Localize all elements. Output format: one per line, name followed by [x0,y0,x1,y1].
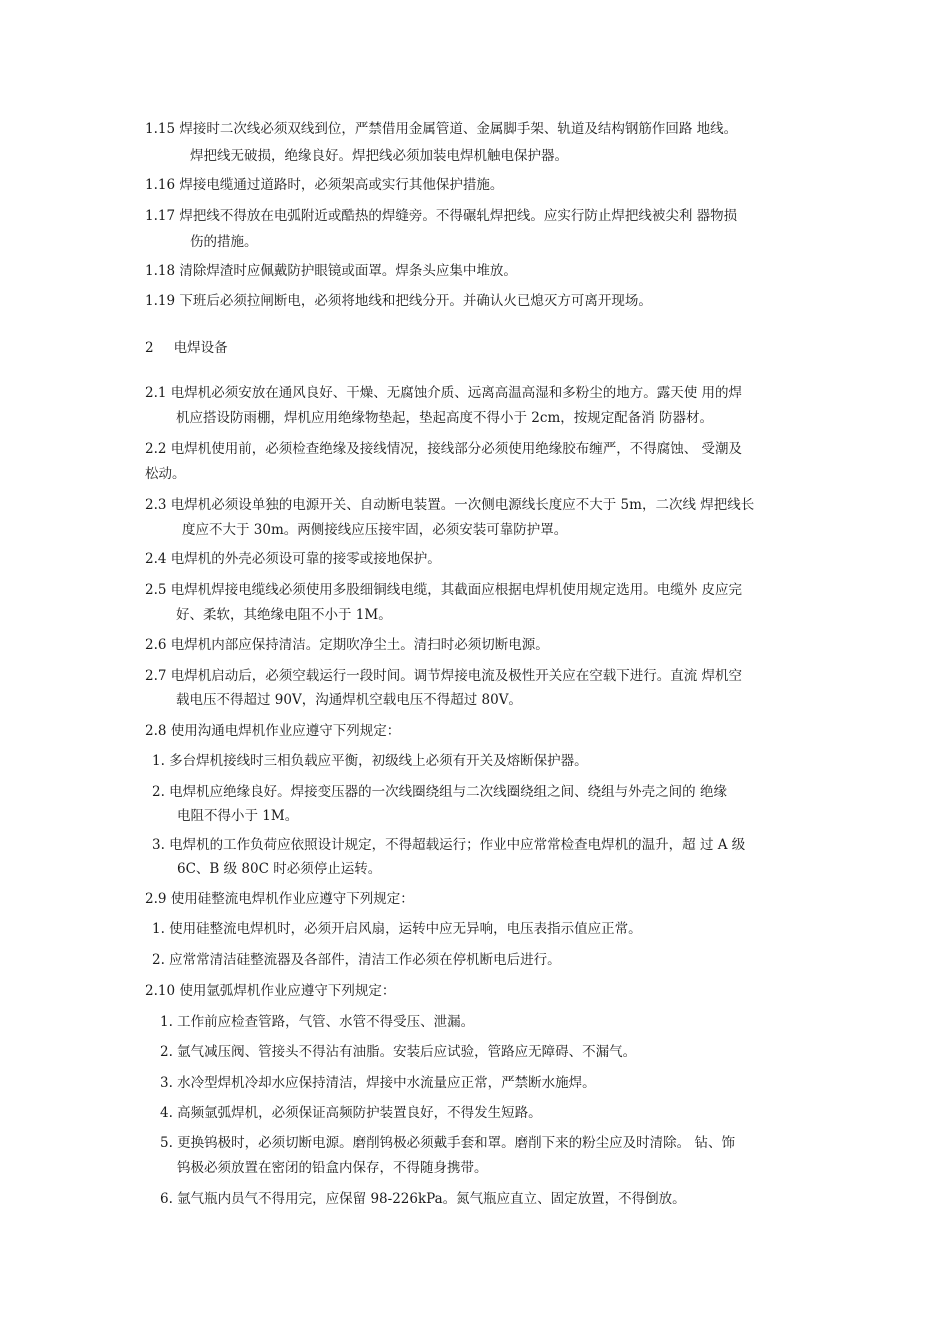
clause-2-2-line2: 松动。 [145,466,186,482]
clause-2-8-item-3-line2: 6C、B 级 80C 时必须停止运转。 [177,861,382,877]
clause-1-15-line1: 1.15 焊接时二次线必须双线到位，严禁借用金属管道、金属脚手架、轨道及结构钢筋作回路 地线。 [145,121,738,137]
clause-1-15-line2: 焊把线无破损，绝缘良好。焊把线必须加装电焊机触电保护器。 [190,148,568,164]
clause-1-16: 1.16 焊接电缆通过道路时，必须架高或实行其他保护措施。 [145,177,504,193]
clause-2-10-item-4: 4. 高频氩弧焊机，必须保证高频防护装置良好，不得发生短路。 [160,1105,542,1121]
clause-2-6: 2.6 电焊机内部应保持清洁。定期吹净尘土。清扫时必须切断电源。 [145,637,549,653]
clause-2-10-item-5-line1: 5. 更换钨极时，必须切断电源。磨削钨极必须戴手套和罩。磨削下来的粉尘应及时清除。 钻、饰 [160,1135,735,1151]
clause-2-8-item-3-line1: 3. 电焊机的工作负荷应依照设计规定，不得超载运行；作业中应常常检查电焊机的温升，超 过 A 级 [152,837,746,853]
clause-2-10: 2.10 使用氩弧焊机作业应遵守下列规定： [145,983,396,999]
clause-2-3-line2: 度应不大于 30m。两侧接线应压接牢固，必须安装可靠防护罩。 [182,522,568,538]
clause-2-1-line2: 机应搭设防雨棚，焊机应用绝缘物垫起，垫起高度不得小于 2cm，按规定配备消 防器材。 [176,410,714,426]
section-2-title: 电焊设备 [173,340,228,356]
clause-2-5-line1: 2.5 电焊机焊接电缆线必须使用多股细铜线电缆，其截面应根据电焊机使用规定选用。电缆外 皮应完 [145,582,743,598]
clause-2-1-line1: 2.1 电焊机必须安放在通风良好、干燥、无腐蚀介质、远离高温高湿和多粉尘的地方。露天使 用的焊 [145,385,743,401]
clause-2-8-item-2-line1: 2. 电焊机应绝缘良好。焊接变压器的一次线圈绕组与二次线圈绕组之间、绕组与外壳之间的 绝缘 [152,784,727,800]
clause-2-7-line1: 2.7 电焊机启动后，必须空载运行一段时间。调节焊接电流及极性开关应在空载下进行。直流 焊机空 [145,668,743,684]
clause-2-3-line1: 2.3 电焊机必须设单独的电源开关、自动断电装置。一次侧电源线长度应不大于 5m，二次线 焊把线长 [145,497,755,513]
clause-1-17-line1: 1.17 焊把线不得放在电弧附近或酷热的焊缝旁。不得碾轧焊把线。应实行防止焊把线被尖利 器物损 [145,208,738,224]
clause-2-4: 2.4 电焊机的外壳必须设可靠的接零或接地保护。 [145,551,441,567]
clause-2-2-line1: 2.2 电焊机使用前，必须检查绝缘及接线情况，接线部分必须使用绝缘胶布缠严，不得腐蚀、 受潮及 [145,441,743,457]
clause-2-10-item-6: 6. 氩气瓶内员气不得用完，应保留 98-226kPa。氮气瓶应直立、固定放置，不得倒放。 [160,1191,686,1207]
clause-2-10-item-1: 1. 工作前应检查管路，气管、水管不得受压、泄漏。 [160,1014,475,1030]
clause-2-10-item-3: 3. 水冷型焊机冷却水应保持清洁，焊接中水流量应正常，严禁断水施焊。 [160,1075,596,1091]
clause-2-8: 2.8 使用沟通电焊机作业应遵守下列规定： [145,723,401,739]
clause-2-10-item-5-line2: 钨极必须放置在密闭的铅盒内保存，不得随身携带。 [177,1160,488,1176]
section-2-number: 2 [145,340,154,356]
clause-1-17-line2: 伤的措施。 [190,234,258,250]
clause-1-18: 1.18 清除焊渣时应佩戴防护眼镜或面罩。焊条头应集中堆放。 [145,263,517,279]
clause-2-8-item-2-line2: 电阻不得小于 1M。 [177,808,299,824]
clause-2-9: 2.9 使用硅整流电焊机作业应遵守下列规定： [145,891,414,907]
clause-2-10-item-2: 2. 氩气减压阀、管接头不得沾有油脂。安装后应试验，管路应无障碍、不漏气。 [160,1044,637,1060]
clause-2-8-item-1: 1. 多台焊机接线时三相负载应平衡，初级线上必须有开关及熔断保护器。 [152,753,588,769]
section-2-heading [145,337,228,359]
clause-2-5-line2: 好、柔软，其绝缘电阻不小于 1M。 [176,607,392,623]
clause-2-7-line2: 载电压不得超过 90V，沟通焊机空载电压不得超过 80V。 [176,692,522,708]
clause-2-9-item-2: 2. 应常常清洁硅整流器及各部件，清洁工作必须在停机断电后进行。 [152,952,561,968]
clause-2-9-item-1: 1. 使用硅整流电焊机时，必须开启风扇，运转中应无异响，电压表指示值应正常。 [152,921,642,937]
clause-1-19: 1.19 下班后必须拉闸断电，必须将地线和把线分开。并确认火已熄灭方可离开现场。 [145,293,652,309]
